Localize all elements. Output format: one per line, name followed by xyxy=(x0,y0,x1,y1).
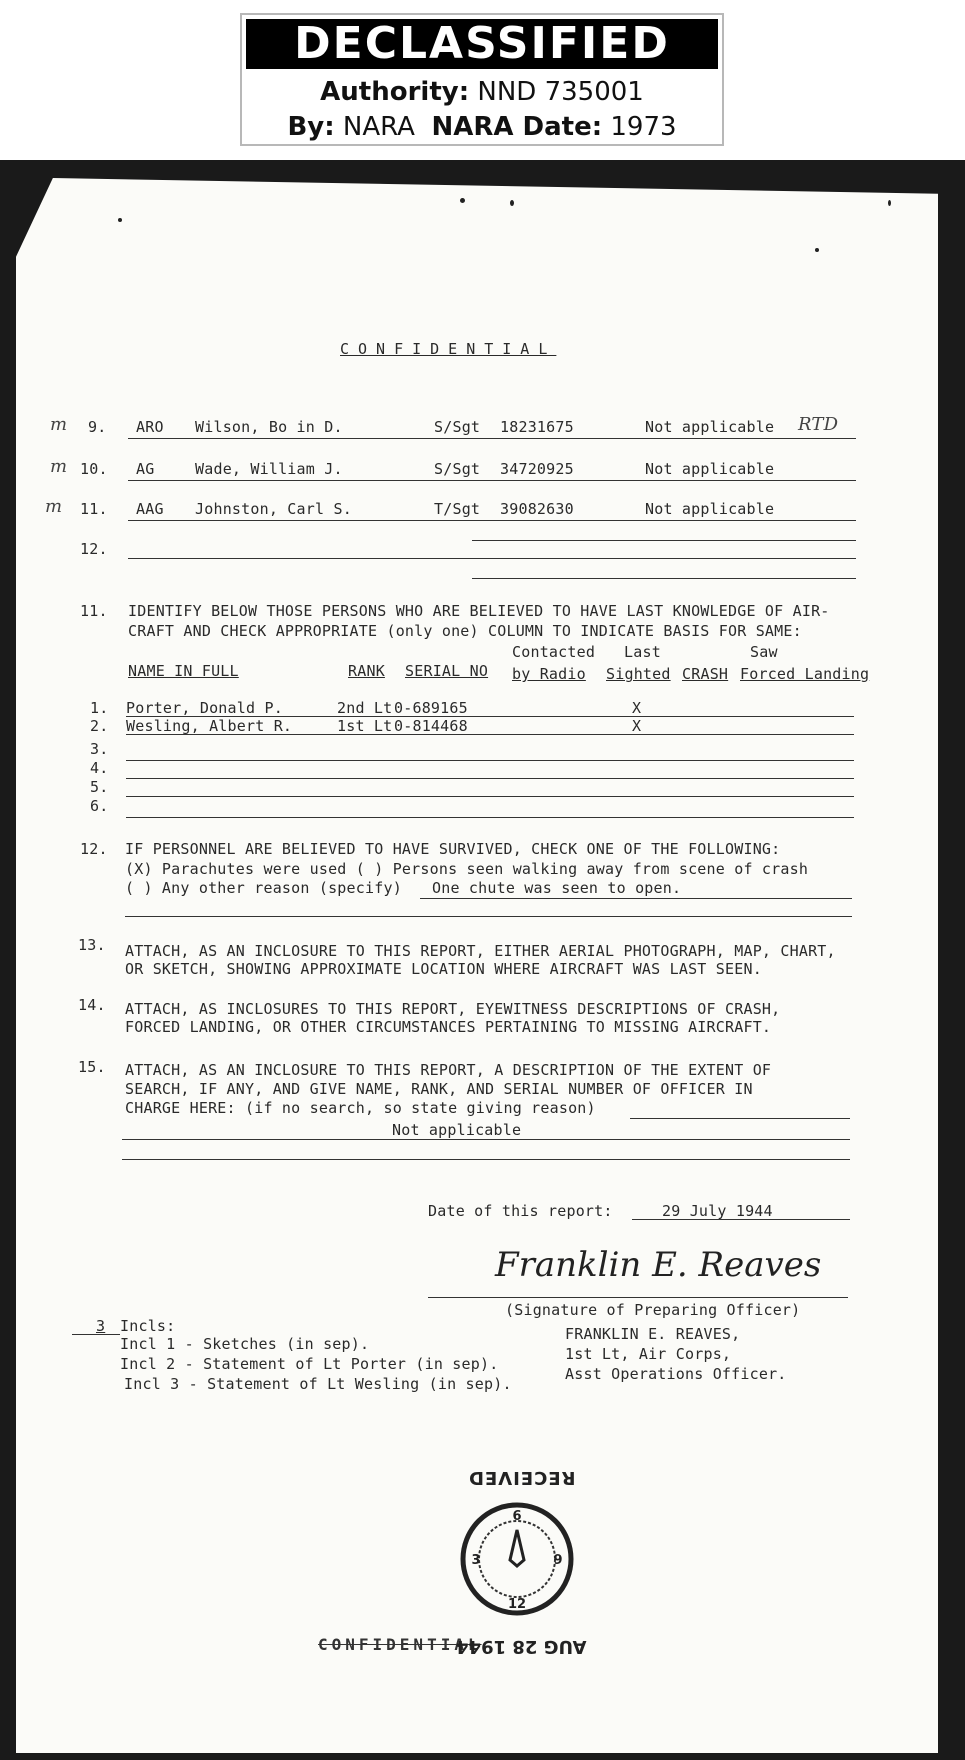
witness-mark: X xyxy=(632,717,642,735)
section-14-line: FORCED LANDING, OR OTHER CIRCUMSTANCES PERTAINING TO MISSING AIRCRAFT. xyxy=(125,1018,772,1036)
column-header-crash: CRASH xyxy=(682,665,729,683)
crew-num: 9. xyxy=(88,418,107,436)
answer-rule xyxy=(630,1118,850,1119)
crew-serial: 18231675 xyxy=(500,418,574,436)
column-header-sighted: Last xyxy=(624,643,661,661)
stamp-authority-value: NND 735001 xyxy=(477,77,644,107)
section-12-answer: One chute was seen to open. xyxy=(432,879,682,897)
crew-note: RTD xyxy=(798,414,839,435)
stamp-date-value: 1973 xyxy=(610,112,677,142)
stamp-by-label: By: xyxy=(287,112,335,142)
section-13-line: ATTACH, AS AN INCLOSURE TO THIS REPORT, EITHER AERIAL PHOTOGRAPH, MAP, CHART, xyxy=(125,942,836,960)
inclosure-item: Incl 1 - Sketches (in sep). xyxy=(120,1335,370,1353)
crew-mark: m xyxy=(45,496,63,517)
witness-rule xyxy=(126,778,854,779)
speck xyxy=(118,218,122,222)
column-header-serial: SERIAL NO xyxy=(405,662,489,680)
section-15-answer: Not applicable xyxy=(392,1121,522,1139)
section-15-line: CHARGE HERE: (if no search, so state giving reason) xyxy=(125,1099,596,1117)
section-12-number: 12. xyxy=(80,840,108,858)
witness-rank: 1st Lt xyxy=(337,717,393,735)
inclosure-rule xyxy=(72,1334,120,1335)
answer-rule xyxy=(122,1139,850,1140)
crew-rule xyxy=(472,578,856,579)
witness-num: 6. xyxy=(90,797,109,815)
witness-rank: 2nd Lt xyxy=(337,699,393,717)
witness-num: 3. xyxy=(90,740,109,758)
crew-rule xyxy=(128,558,856,559)
section-12-line: IF PERSONNEL ARE BELIEVED TO HAVE SURVIVED, CHECK ONE OF THE FOLLOWING: xyxy=(125,840,781,858)
speck xyxy=(888,200,891,206)
crew-position: AAG xyxy=(136,500,164,518)
section-15-line: SEARCH, IF ANY, AND GIVE NAME, RANK, AND SERIAL NUMBER OF OFFICER IN xyxy=(125,1080,753,1098)
stamp-authority-label: Authority: xyxy=(320,77,470,107)
column-header-radio: by Radio xyxy=(512,665,586,683)
section-13-line: OR SKETCH, SHOWING APPROXIMATE LOCATION WHERE AIRCRAFT WAS LAST SEEN. xyxy=(125,960,762,978)
inclosure-label: Incls: xyxy=(120,1317,176,1335)
crew-status: Not applicable xyxy=(645,500,775,518)
column-header-sighted: Sighted xyxy=(606,665,671,683)
witness-mark: X xyxy=(632,699,642,717)
column-header-radio: Contacted xyxy=(512,643,596,661)
crew-serial: 34720925 xyxy=(500,460,574,478)
witness-num: 2. xyxy=(90,717,109,735)
crew-num: 10. xyxy=(80,460,108,478)
witness-serial: 0-689165 xyxy=(394,699,468,717)
witness-rule xyxy=(126,817,854,818)
signature-rule xyxy=(428,1297,848,1298)
inclosure-item: Incl 2 - Statement of Lt Porter (in sep). xyxy=(120,1355,499,1373)
report-date-label: Date of this report: xyxy=(428,1202,613,1220)
section-12-line: ( ) Any other reason (specify) xyxy=(125,879,402,897)
report-date-value: 29 July 1944 xyxy=(662,1202,773,1220)
crew-serial: 39082630 xyxy=(500,500,574,518)
crew-mark: m xyxy=(50,414,68,435)
crew-status: Not applicable xyxy=(645,460,775,478)
signer-name: FRANKLIN E. REAVES, xyxy=(565,1325,741,1343)
column-header-name: NAME IN FULL xyxy=(128,662,239,680)
crew-name: Wade, William J. xyxy=(195,460,343,478)
signature-caption: (Signature of Preparing Officer) xyxy=(505,1301,801,1319)
crew-name: Wilson, Bo in D. xyxy=(195,418,343,436)
crew-rank: T/Sgt xyxy=(434,500,481,518)
svg-text:12: 12 xyxy=(507,1597,527,1612)
svg-text:6: 6 xyxy=(512,1509,522,1524)
section-11-number: 11. xyxy=(80,602,108,620)
speck xyxy=(815,248,819,252)
column-header-rank: RANK xyxy=(348,662,385,680)
inclosure-count: 3 xyxy=(96,1317,106,1335)
crew-name: Johnston, Carl S. xyxy=(195,500,352,518)
crew-rule xyxy=(128,480,856,481)
crew-rule xyxy=(472,540,856,541)
crew-position: AG xyxy=(136,460,155,478)
crew-mark: m xyxy=(50,456,68,477)
signer-title: Asst Operations Officer. xyxy=(565,1365,787,1383)
section-13-number: 13. xyxy=(78,936,106,954)
svg-text:3: 3 xyxy=(471,1553,481,1568)
witness-num: 4. xyxy=(90,759,109,777)
witness-rule xyxy=(126,734,854,735)
signer-rank: 1st Lt, Air Corps, xyxy=(565,1345,732,1363)
date-rule xyxy=(632,1219,850,1220)
section-15-number: 15. xyxy=(78,1058,106,1076)
witness-num: 5. xyxy=(90,778,109,796)
stamp-by-line xyxy=(242,112,722,142)
stamp-date-label: NARA Date: xyxy=(431,112,603,142)
crew-position: ARO xyxy=(136,418,164,436)
answer-rule xyxy=(420,898,852,899)
received-stamp-label: RECEIVED xyxy=(468,1467,576,1488)
witness-serial: 0-814468 xyxy=(394,717,468,735)
section-12-line: (X) Parachutes were used ( ) Persons seen walking away from scene of crash xyxy=(125,860,809,878)
answer-rule xyxy=(125,916,852,917)
witness-name: Porter, Donald P. xyxy=(126,699,283,717)
crew-status: Not applicable xyxy=(645,418,775,436)
declassified-stamp xyxy=(240,13,724,146)
svg-text:9: 9 xyxy=(553,1553,563,1568)
received-clock-stamp xyxy=(458,1500,576,1618)
stamp-by-value: NARA xyxy=(342,112,415,142)
stamp-title: DECLASSIFIED xyxy=(246,19,718,69)
crew-num: 12. xyxy=(80,540,108,558)
witness-num: 1. xyxy=(90,699,109,717)
received-stamp-date: AUG 28 1944 xyxy=(456,1636,587,1657)
inclosure-item: Incl 3 - Statement of Lt Wesling (in sep). xyxy=(124,1375,512,1393)
column-header-forced: Forced Landing xyxy=(740,665,870,683)
crew-rank: S/Sgt xyxy=(434,418,481,436)
answer-rule xyxy=(122,1159,850,1160)
speck xyxy=(510,200,514,206)
page-classification: CONFIDENTIAL xyxy=(340,340,557,358)
witness-rule xyxy=(126,760,854,761)
crew-rank: S/Sgt xyxy=(434,460,481,478)
crew-rule xyxy=(128,438,856,439)
section-11-line: CRAFT AND CHECK APPROPRIATE (only one) COLUMN TO INDICATE BASIS FOR SAME: xyxy=(128,622,802,640)
witness-name: Wesling, Albert R. xyxy=(126,717,293,735)
witness-rule xyxy=(126,796,854,797)
speck xyxy=(460,198,465,203)
column-header-forced: Saw xyxy=(750,643,778,661)
crew-num: 11. xyxy=(80,500,108,518)
section-15-line: ATTACH, AS AN INCLOSURE TO THIS REPORT, A DESCRIPTION OF THE EXTENT OF xyxy=(125,1061,772,1079)
stamp-authority-line xyxy=(242,77,722,107)
footer-classification: CONFIDENTIAL xyxy=(318,1635,482,1654)
section-14-line: ATTACH, AS INCLOSURES TO THIS REPORT, EYEWITNESS DESCRIPTIONS OF CRASH, xyxy=(125,1000,781,1018)
section-11-line: IDENTIFY BELOW THOSE PERSONS WHO ARE BELIEVED TO HAVE LAST KNOWLEDGE OF AIR- xyxy=(128,602,830,620)
crew-rule xyxy=(128,520,856,521)
section-14-number: 14. xyxy=(78,996,106,1014)
signature-script: Franklin E. Reaves xyxy=(495,1245,822,1285)
